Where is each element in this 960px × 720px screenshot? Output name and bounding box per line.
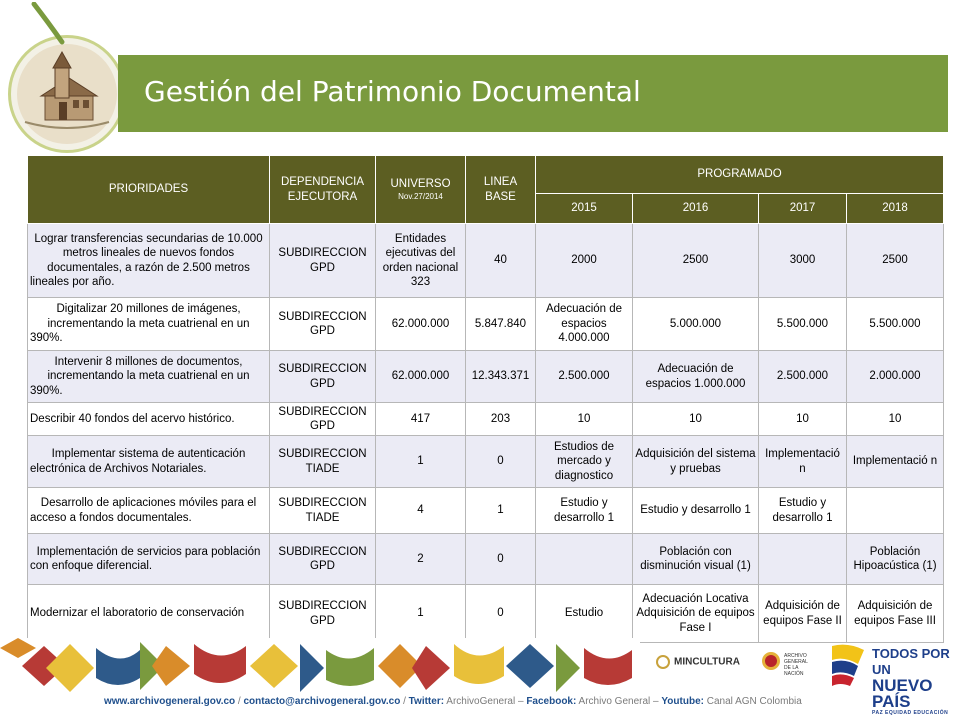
cell-linea-base: 40 — [466, 224, 536, 298]
table-row — [28, 403, 944, 436]
cell-2018: 5.500.000 — [847, 298, 944, 351]
cell-2015: 10 — [536, 403, 633, 436]
table-row — [28, 585, 944, 643]
cell-universo: 1 — [376, 585, 466, 643]
cell-dependencia: SUBDIRECCION GPD — [270, 224, 376, 298]
cell-2018 — [847, 488, 944, 534]
cell-2018: 2.000.000 — [847, 351, 944, 403]
cell-2017: 10 — [759, 403, 847, 436]
cell-linea-base: 12.343.371 — [466, 351, 536, 403]
tpnp-text — [872, 646, 958, 716]
cell-linea-base: 0 — [466, 585, 536, 643]
cell-2017: Adquisición de equipos Fase II — [759, 585, 847, 643]
cell-2015: Adecuación de espacios 4.000.000 — [536, 298, 633, 351]
cell-linea-base: 1 — [466, 488, 536, 534]
agn-logo — [762, 650, 812, 677]
cell-2015: Estudio — [536, 585, 633, 643]
colombia-seal-icon — [656, 655, 670, 669]
facebook-handle[interactable]: Archivo General – — [576, 696, 662, 707]
separator: / — [400, 696, 409, 707]
leaf-stem-icon — [28, 2, 98, 52]
cell-2018: 10 — [847, 403, 944, 436]
cell-2016: Adecuación de espacios 1.000.000 — [633, 351, 759, 403]
cell-dependencia: SUBDIRECCION GPD — [270, 403, 376, 436]
cell-universo: 417 — [376, 403, 466, 436]
tpnp-line1: TODOS POR UN — [872, 646, 950, 677]
cell-2017 — [759, 534, 847, 585]
table-row — [28, 351, 944, 403]
cell-2015: Estudio y desarrollo 1 — [536, 488, 633, 534]
separator: / — [235, 696, 244, 707]
cell-universo: 1 — [376, 436, 466, 488]
header-dependencia: DEPENDENCIA EJECUTORA — [270, 156, 376, 224]
website-link[interactable]: www.archivogeneral.gov.co — [104, 696, 236, 707]
cell-2018: Población Hipoacústica (1) — [847, 534, 944, 585]
header-year-2018: 2018 — [847, 194, 944, 224]
cell-2017: 2.500.000 — [759, 351, 847, 403]
cell-dependencia: SUBDIRECCION GPD — [270, 534, 376, 585]
cell-2016: Adquisición del sistema y pruebas — [633, 436, 759, 488]
cell-dependencia: SUBDIRECCION TIADE — [270, 488, 376, 534]
cell-dependencia: SUBDIRECCION GPD — [270, 351, 376, 403]
cell-dependencia: SUBDIRECCION GPD — [270, 585, 376, 643]
cell-2015: 2.500.000 — [536, 351, 633, 403]
tpnp-line2: NUEVO PAÍS — [872, 676, 933, 711]
church-icon — [11, 38, 123, 150]
header-programado: PROGRAMADO — [536, 156, 944, 194]
cell-2017: 3000 — [759, 224, 847, 298]
cell-dependencia: SUBDIRECCION GPD — [270, 298, 376, 351]
cell-prioridad: Modernizar el laboratorio de conservación — [28, 585, 270, 643]
cell-universo: 62.000.000 — [376, 351, 466, 403]
mincultura-label: MINCULTURA — [674, 656, 740, 668]
todos-por-un-nuevo-pais-logo — [828, 642, 958, 716]
table-row — [28, 488, 944, 534]
cell-universo: Entidades ejecutivas del orden nacional 323 — [376, 224, 466, 298]
cell-prioridad: Describir 40 fondos del acervo histórico. — [28, 403, 270, 436]
decorative-pattern-band — [0, 638, 640, 693]
cell-2018: Adquisición de equipos Fase III — [847, 585, 944, 643]
header-universo-label: UNIVERSO — [390, 178, 451, 191]
table-row — [28, 298, 944, 351]
agn-seal-icon — [762, 652, 780, 670]
cell-2015 — [536, 534, 633, 585]
cell-prioridad: Lograr transferencias secundarias de 10.000 metros lineales de nuevos fondos documentales, a razón de 2.500 metros lineales por año. — [28, 224, 270, 298]
cell-linea-base: 0 — [466, 534, 536, 585]
cell-2018: Implementació n — [847, 436, 944, 488]
cell-universo: 4 — [376, 488, 466, 534]
facebook-label: Facebook: — [526, 696, 577, 707]
mincultura-logo — [656, 655, 740, 669]
cell-prioridad: Digitalizar 20 millones de imágenes, incrementando la meta cuatrienal en un 390%. — [28, 298, 270, 351]
cell-2016: Estudio y desarrollo 1 — [633, 488, 759, 534]
title-banner — [118, 55, 948, 132]
cell-universo: 2 — [376, 534, 466, 585]
cell-universo: 62.000.000 — [376, 298, 466, 351]
cell-linea-base: 203 — [466, 403, 536, 436]
flag-wave-icon — [828, 642, 870, 688]
cell-linea-base: 0 — [466, 436, 536, 488]
header-universo-note: Nov.27/2014 — [398, 191, 443, 201]
header-universo — [376, 156, 466, 224]
cell-2017: Estudio y desarrollo 1 — [759, 488, 847, 534]
table-row — [28, 534, 944, 585]
header-linea-base: LINEA BASE — [466, 156, 536, 224]
cell-prioridad: Implementar sistema de autenticación electrónica de Archivos Notariales. — [28, 436, 270, 488]
email-link[interactable]: contacto@archivogeneral.gov.co — [243, 696, 401, 707]
cell-2017: 5.500.000 — [759, 298, 847, 351]
header-prioridades: PRIORIDADES — [28, 156, 270, 224]
tpnp-line3: PAZ EQUIDAD EDUCACIÓN — [872, 710, 949, 716]
cell-prioridad: Intervenir 8 millones de documentos, incrementando la meta cuatrienal en un 390%. — [28, 351, 270, 403]
cell-prioridad: Implementación de servicios para población con enfoque diferencial. — [28, 534, 270, 585]
header-year-2015: 2015 — [536, 194, 633, 224]
twitter-handle[interactable]: ArchivoGeneral – — [444, 696, 527, 707]
cell-prioridad: Desarrollo de aplicaciones móviles para el acceso a fondos documentales. — [28, 488, 270, 534]
cell-2016: Adecuación Locativa Adquisición de equipos Fase I — [633, 585, 759, 643]
page-title: Gestión del Patrimonio Documental — [144, 75, 641, 108]
cell-dependencia: SUBDIRECCION TIADE — [270, 436, 376, 488]
table-row — [28, 436, 944, 488]
cell-2018: 2500 — [847, 224, 944, 298]
priorities-table — [27, 155, 944, 643]
cell-2016: 5.000.000 — [633, 298, 759, 351]
header-year-2017: 2017 — [759, 194, 847, 224]
twitter-label: Twitter: — [408, 696, 445, 707]
cell-2015: 2000 — [536, 224, 633, 298]
header-year-2016: 2016 — [633, 194, 759, 224]
cell-2016: Población con disminución visual (1) — [633, 534, 759, 585]
cell-linea-base: 5.847.840 — [466, 298, 536, 351]
youtube-label: Youtube: — [661, 696, 704, 707]
cell-2015: Estudios de mercado y diagnostico — [536, 436, 633, 488]
youtube-channel[interactable]: Canal AGN Colombia — [703, 696, 802, 707]
cell-2016: 10 — [633, 403, 759, 436]
agn-church-logo — [8, 35, 126, 153]
footer-contact — [104, 696, 864, 707]
table-row — [28, 224, 944, 298]
cell-2017: Implementació n — [759, 436, 847, 488]
agn-label: ARCHIVO GENERAL DE LA NACIÓN — [784, 653, 808, 677]
cell-2016: 2500 — [633, 224, 759, 298]
